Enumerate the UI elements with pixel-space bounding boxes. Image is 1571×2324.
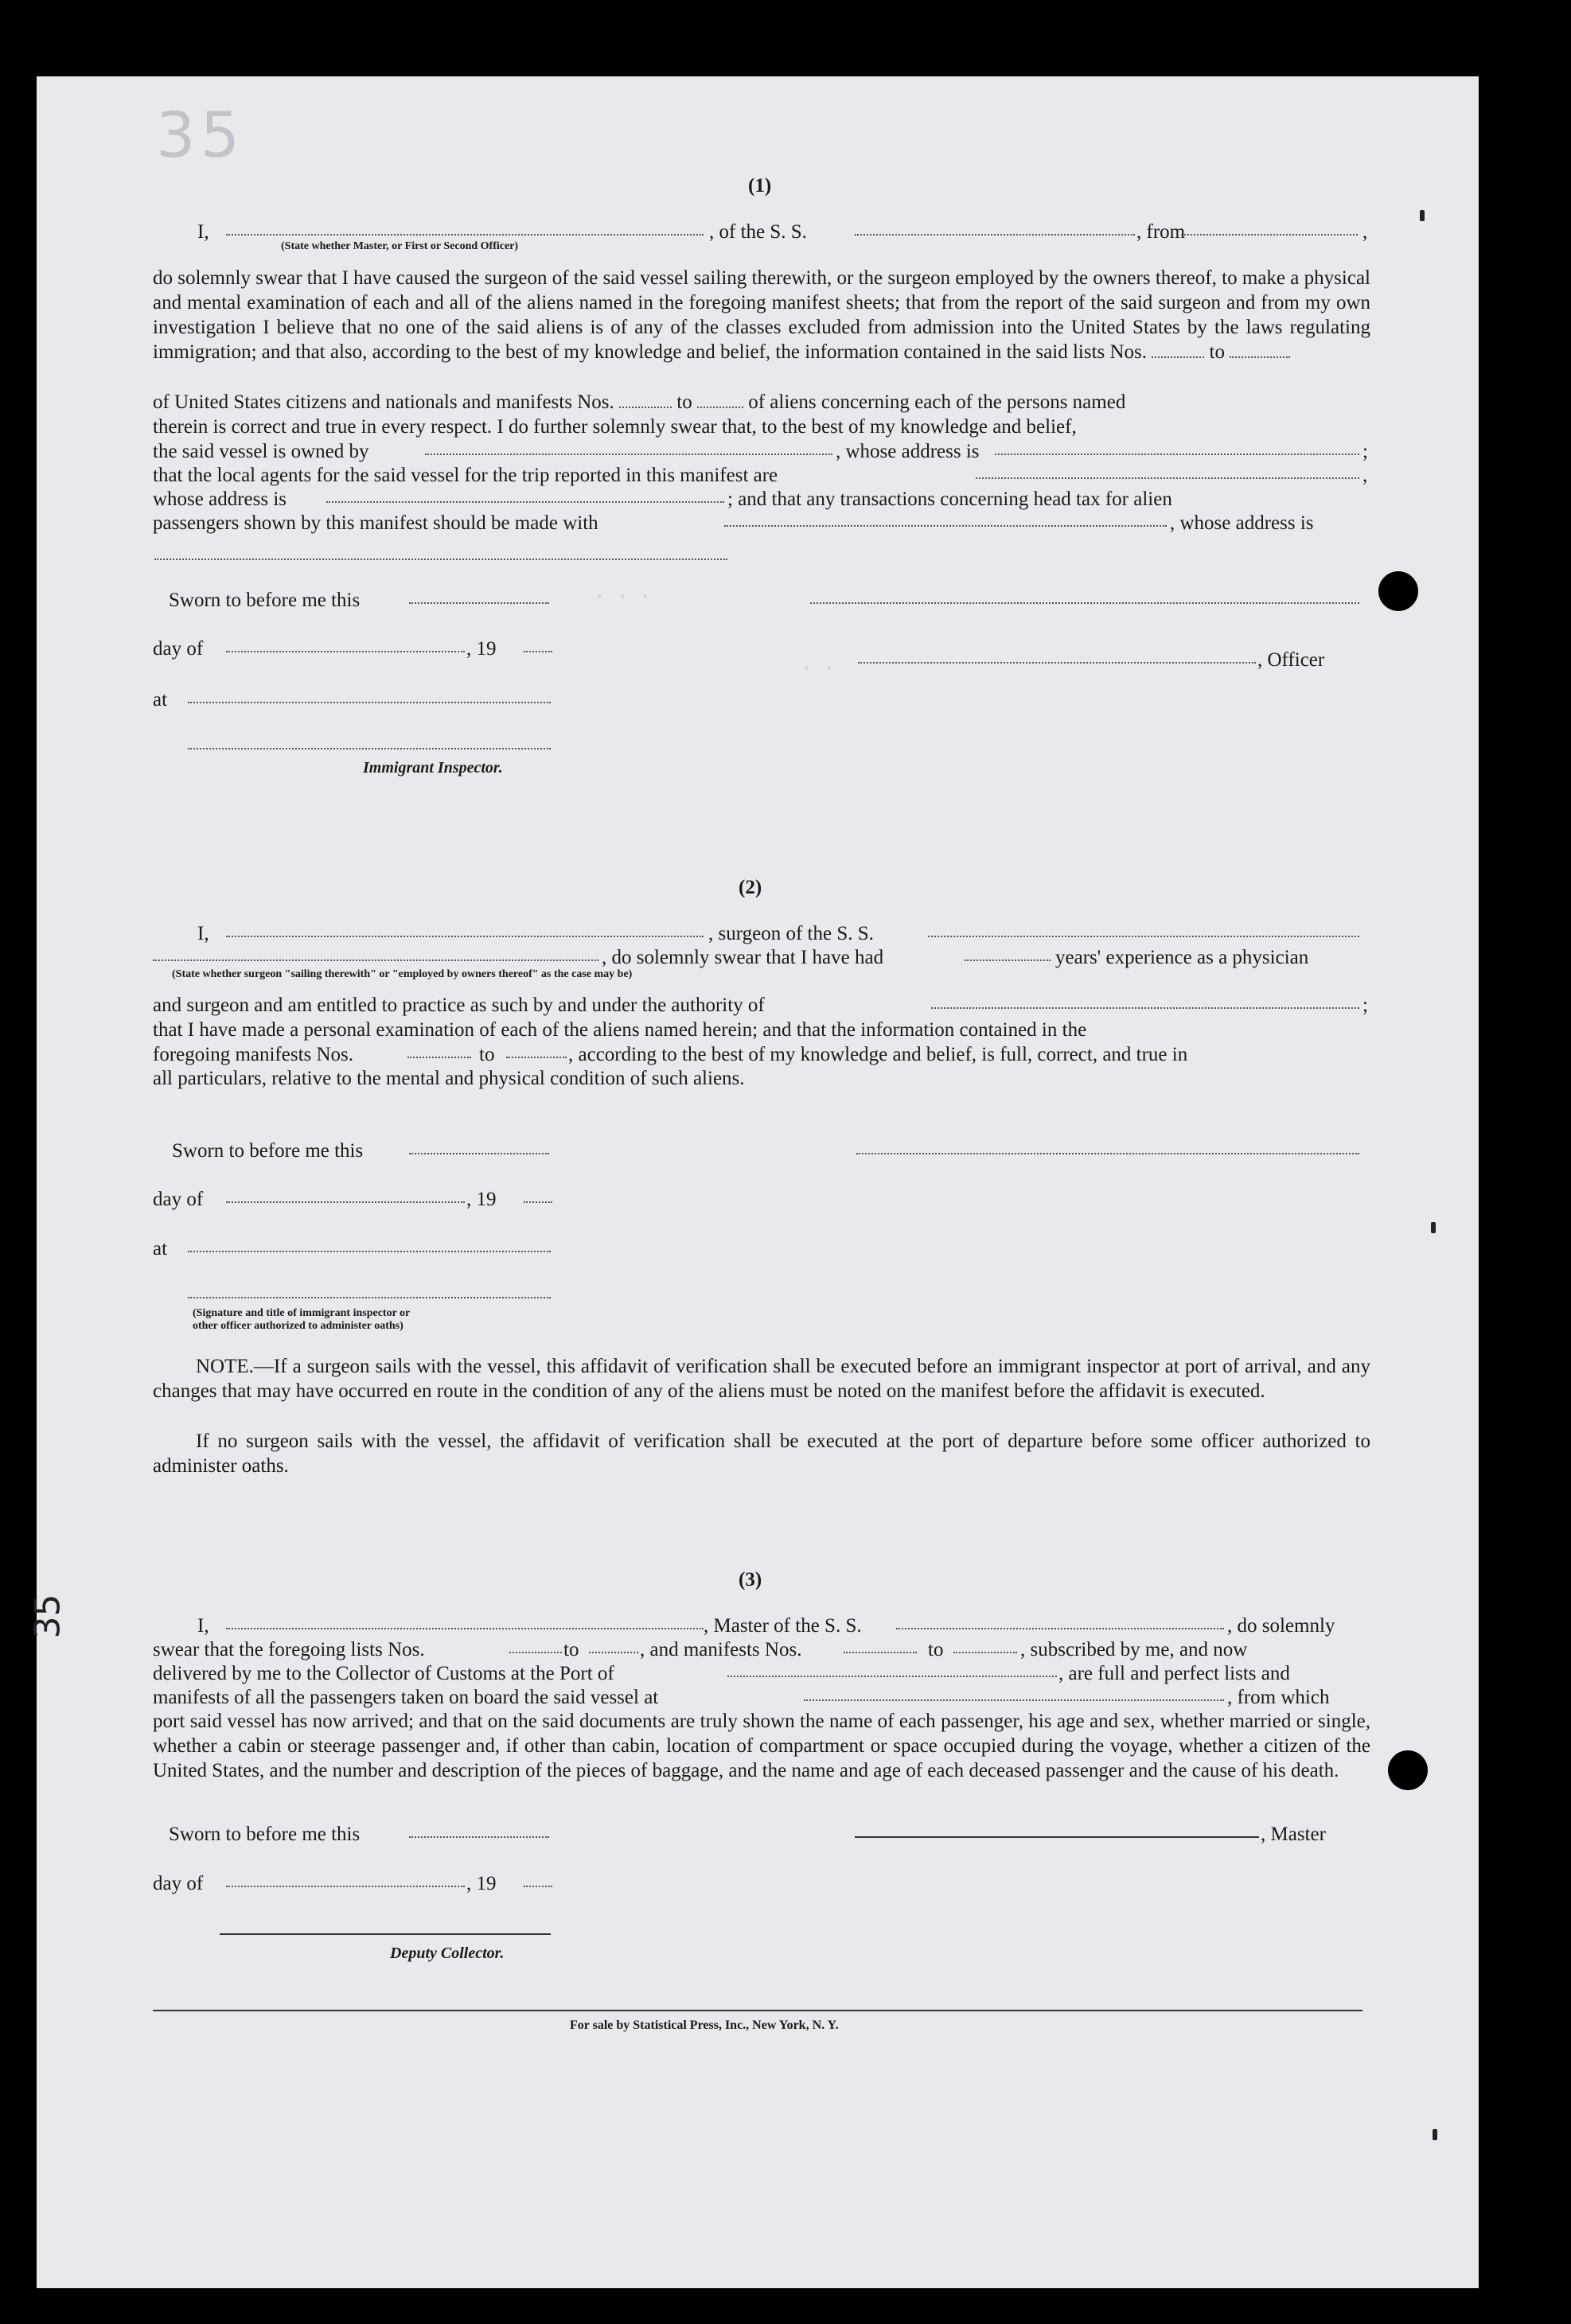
s2-body: that I have made a personal examination of each of the aliens named herein; and that the information contained in the (153, 1019, 1087, 1041)
s3-manifests-to-field[interactable] (953, 1652, 1017, 1653)
s2-vessel-field[interactable] (928, 936, 1359, 937)
s2-semicolon: ; (1362, 995, 1368, 1016)
s1-head-tax: ; and that any transactions concerning head tax for alien (727, 489, 1172, 510)
section-3-number: (3) (739, 1569, 762, 1590)
officer-signature-line[interactable] (858, 662, 1256, 664)
s1-whose-address: , whose address is (836, 441, 980, 462)
s3-body: port said vessel has now arrived; and that on the said documents are truly shown the name of each passenger, his age and sex, whether married or single, whether a cabin or steerage passenger and, if other than cabin, location of compartment or space occupied during the voyage, whether a citizen of the United States, and the number and description of the pieces of baggage, and the name and age of each deceased passenger and the cause of his death. (153, 1711, 1370, 1781)
section-1-number: (1) (748, 175, 772, 197)
port-of-arrival-field[interactable] (727, 1676, 1057, 1677)
inspector-signature-line[interactable] (188, 748, 551, 749)
bleed-through: · · (801, 657, 836, 679)
bleed-through: · · · (594, 586, 652, 608)
s1-semicolon: ; (1362, 441, 1368, 462)
local-agents-field[interactable] (976, 477, 1359, 479)
s1-whose-address-3: , whose address is (1170, 512, 1314, 534)
owner-address-field[interactable] (995, 454, 1359, 455)
s3-master-of: , Master of the S. S. (704, 1615, 862, 1637)
s1-month-field[interactable] (226, 651, 465, 652)
head-tax-address-field[interactable] (154, 559, 727, 560)
s2-sig-hint-1: (Signature and title of immigrant inspector or (193, 1307, 411, 1319)
licensing-authority-field[interactable] (931, 1007, 1359, 1009)
s2-surgeon-of: , surgeon of the S. S. (708, 923, 874, 944)
s1-line-2 (153, 390, 1125, 415)
s1-sworn-day-field[interactable] (409, 602, 549, 604)
s3-to-2: to (928, 1639, 944, 1660)
s2-status-hint: (State whether surgeon "sailing therewith" or "employed by owners thereof" as the case may be) (172, 968, 633, 980)
s2-at-place-field[interactable] (188, 1251, 551, 1252)
s2-authority: and surgeon and am entitled to practice as such by and under the authority of (153, 995, 765, 1016)
s1-officer: , Officer (1257, 649, 1325, 671)
footer-publisher: For sale by Statistical Press, Inc., New York, N. Y. (570, 2018, 839, 2032)
citizen-lists-to-field[interactable] (1230, 342, 1290, 358)
s3-sworn-day-field[interactable] (409, 1836, 549, 1838)
years-experience-field[interactable] (965, 960, 1051, 961)
s3-delivered: delivered by me to the Collector of Customs at the Port of (153, 1663, 614, 1684)
s2-day-of: day of (153, 1189, 204, 1210)
s2-sworn-day-field[interactable] (409, 1153, 549, 1154)
alien-manifests-to-field[interactable] (697, 392, 743, 408)
s3-subscribed: , subscribed by me, and now (1020, 1639, 1248, 1660)
s3-year: , 19 (466, 1873, 497, 1894)
from-port-field[interactable] (1181, 234, 1358, 236)
agents-address-field[interactable] (326, 501, 724, 503)
punch-hole (1378, 571, 1418, 611)
s3-year-field[interactable] (524, 1886, 552, 1887)
surgeon-signature-line[interactable] (856, 1153, 1359, 1154)
footer-rule (153, 2010, 1362, 2011)
s2-official-signature-line[interactable] (188, 1297, 551, 1298)
s3-solemnly: , do solemnly (1227, 1615, 1335, 1637)
s3-collector-title: Deputy Collector. (390, 1944, 505, 1962)
s3-lists-from-field[interactable] (509, 1652, 562, 1653)
note-label: NOTE. (196, 1356, 254, 1377)
scan-speck (1420, 210, 1425, 221)
s1-day-of: day of (153, 638, 204, 660)
citizen-lists-from-field[interactable] (1152, 342, 1204, 358)
s1-sworn: Sworn to before me this (169, 590, 361, 611)
margin-pencil-note: 35 (27, 1594, 68, 1639)
note-text: —If a surgeon sails with the vessel, this affidavit of verification shall be executed before an immigrant inspector at port of arrival, and any changes that may have occurred en route in the condition of any of the aliens must be noted on the manifest before the affidavit is executed. (153, 1356, 1370, 1402)
s1-at-place-field[interactable] (188, 702, 551, 703)
s2-particulars: all particulars, relative to the mental and physical condition of such aliens. (153, 1068, 745, 1089)
head-tax-party-field[interactable] (724, 525, 1167, 527)
s3-taken: manifests of all the passengers taken on board the said vessel at (153, 1687, 659, 1708)
s3-swear-lists: swear that the foregoing lists Nos. (153, 1639, 425, 1660)
s2-sig-hint-2: other officer authorized to administer oaths) (193, 1320, 403, 1332)
s2-note-2: If no surgeon sails with the vessel, the affidavit of verification shall be executed at the port of departure before some officer authorized to administer oaths. (153, 1431, 1370, 1477)
scan-speck (1433, 2129, 1437, 2140)
s2-manifests-to-field[interactable] (506, 1057, 567, 1058)
s1-comma: , (1362, 221, 1368, 243)
s2-year: , 19 (466, 1189, 497, 1210)
s1-to-2: to (676, 391, 692, 413)
s1-year-field[interactable] (524, 651, 552, 652)
section-2-number: (2) (739, 877, 762, 898)
s1-i: I, (197, 221, 209, 243)
s1-passengers: passengers shown by this manifest should be made with (153, 512, 598, 534)
s2-note (153, 1354, 1370, 1403)
master-signature-line[interactable] (855, 1836, 1259, 1838)
s2-sworn: Sworn to before me this (172, 1140, 364, 1162)
page-number-pencil: 35 (156, 100, 245, 172)
s2-at: at (153, 1238, 168, 1259)
s1-of-ss: , of the S. S. (709, 221, 807, 243)
scan-speck (1431, 1222, 1436, 1233)
s1-agents: that the local agents for the said vessel for the trip reported in this manifest are (153, 465, 778, 486)
s1-inspector-title: Immigrant Inspector. (363, 759, 503, 777)
s1-body-text: do solemnly swear that I have caused the surgeon of the said vessel sailing therewith, or the surgeon employed by the owners thereof, to make a physical and mental examination of each and all of the aliens named in the foregoing manifest sheets; that from the report of the said surgeon and from my own investigation I believe that no one of the said aliens is of any of the classes excluded from admission into the United States by the laws regulating immigration; and that also, according to the best of my knowledge and belief, the information contained in the said lists Nos. (153, 267, 1370, 363)
s2-manifests-from-field[interactable] (407, 1057, 471, 1058)
s3-i: I, (197, 1615, 209, 1637)
s2-to: to (479, 1044, 495, 1065)
s1-rank-hint: (State whether Master, or First or Second Officer) (281, 240, 519, 252)
port-of-departure-field[interactable] (804, 1699, 1224, 1701)
s2-month-field[interactable] (226, 1201, 465, 1203)
s3-month-field[interactable] (226, 1886, 465, 1887)
s2-foregoing: foregoing manifests Nos. (153, 1044, 354, 1065)
surgeon-name-field[interactable] (226, 936, 704, 937)
punch-hole (1388, 1750, 1428, 1790)
s1-to-1: to (1209, 341, 1225, 363)
s3-full: , are full and perfect lists and (1058, 1663, 1290, 1684)
s1-l3: therein is correct and true in every respect. I do further solemnly swear that, to the best of my knowledge and belief, (153, 416, 1077, 438)
s1-year: , 19 (466, 638, 497, 660)
form-page (27, 76, 1479, 2288)
officer-rank-field[interactable] (226, 234, 704, 236)
s3-sworn: Sworn to before me this (169, 1824, 361, 1845)
s2-swear: , do solemnly swear that I have had (602, 947, 884, 968)
s3-manifests-from-field[interactable] (844, 1652, 917, 1653)
s3-lists-to-field[interactable] (589, 1652, 638, 1653)
s3-from-which: , from which (1227, 1687, 1330, 1708)
vessel-name-field[interactable] (855, 234, 1135, 236)
s1-at: at (153, 689, 168, 710)
master-name-field[interactable] (226, 1628, 704, 1629)
s1-owned-by: the said vessel is owned by (153, 441, 369, 462)
s3-manifests: , and manifests Nos. (640, 1639, 802, 1660)
s2-i: I, (197, 923, 209, 944)
alien-manifests-from-field[interactable] (619, 392, 672, 408)
deputy-collector-signature-line[interactable] (220, 1933, 551, 1935)
s3-vessel-field[interactable] (896, 1628, 1224, 1629)
officer-signature-line-top[interactable] (810, 602, 1359, 604)
s1-body (153, 266, 1370, 364)
s1-l2b: of aliens concerning each of the persons named (748, 391, 1126, 413)
s2-according: , according to the best of my knowledge and belief, is full, correct, and true in (568, 1044, 1188, 1065)
surgeon-status-field[interactable] (153, 960, 598, 961)
owner-field[interactable] (425, 454, 832, 455)
s2-years: years' experience as a physician (1055, 947, 1309, 968)
s2-year-field[interactable] (524, 1201, 552, 1203)
s1-agents-end: , (1362, 465, 1368, 486)
s1-whose-address-2: whose address is (153, 489, 287, 510)
s3-to-1: to (563, 1639, 579, 1660)
s1-from: , from (1136, 221, 1186, 243)
s1-l2a: of United States citizens and nationals and manifests Nos. (153, 391, 614, 413)
s3-day-of: day of (153, 1873, 204, 1894)
s3-master: , Master (1261, 1824, 1326, 1845)
